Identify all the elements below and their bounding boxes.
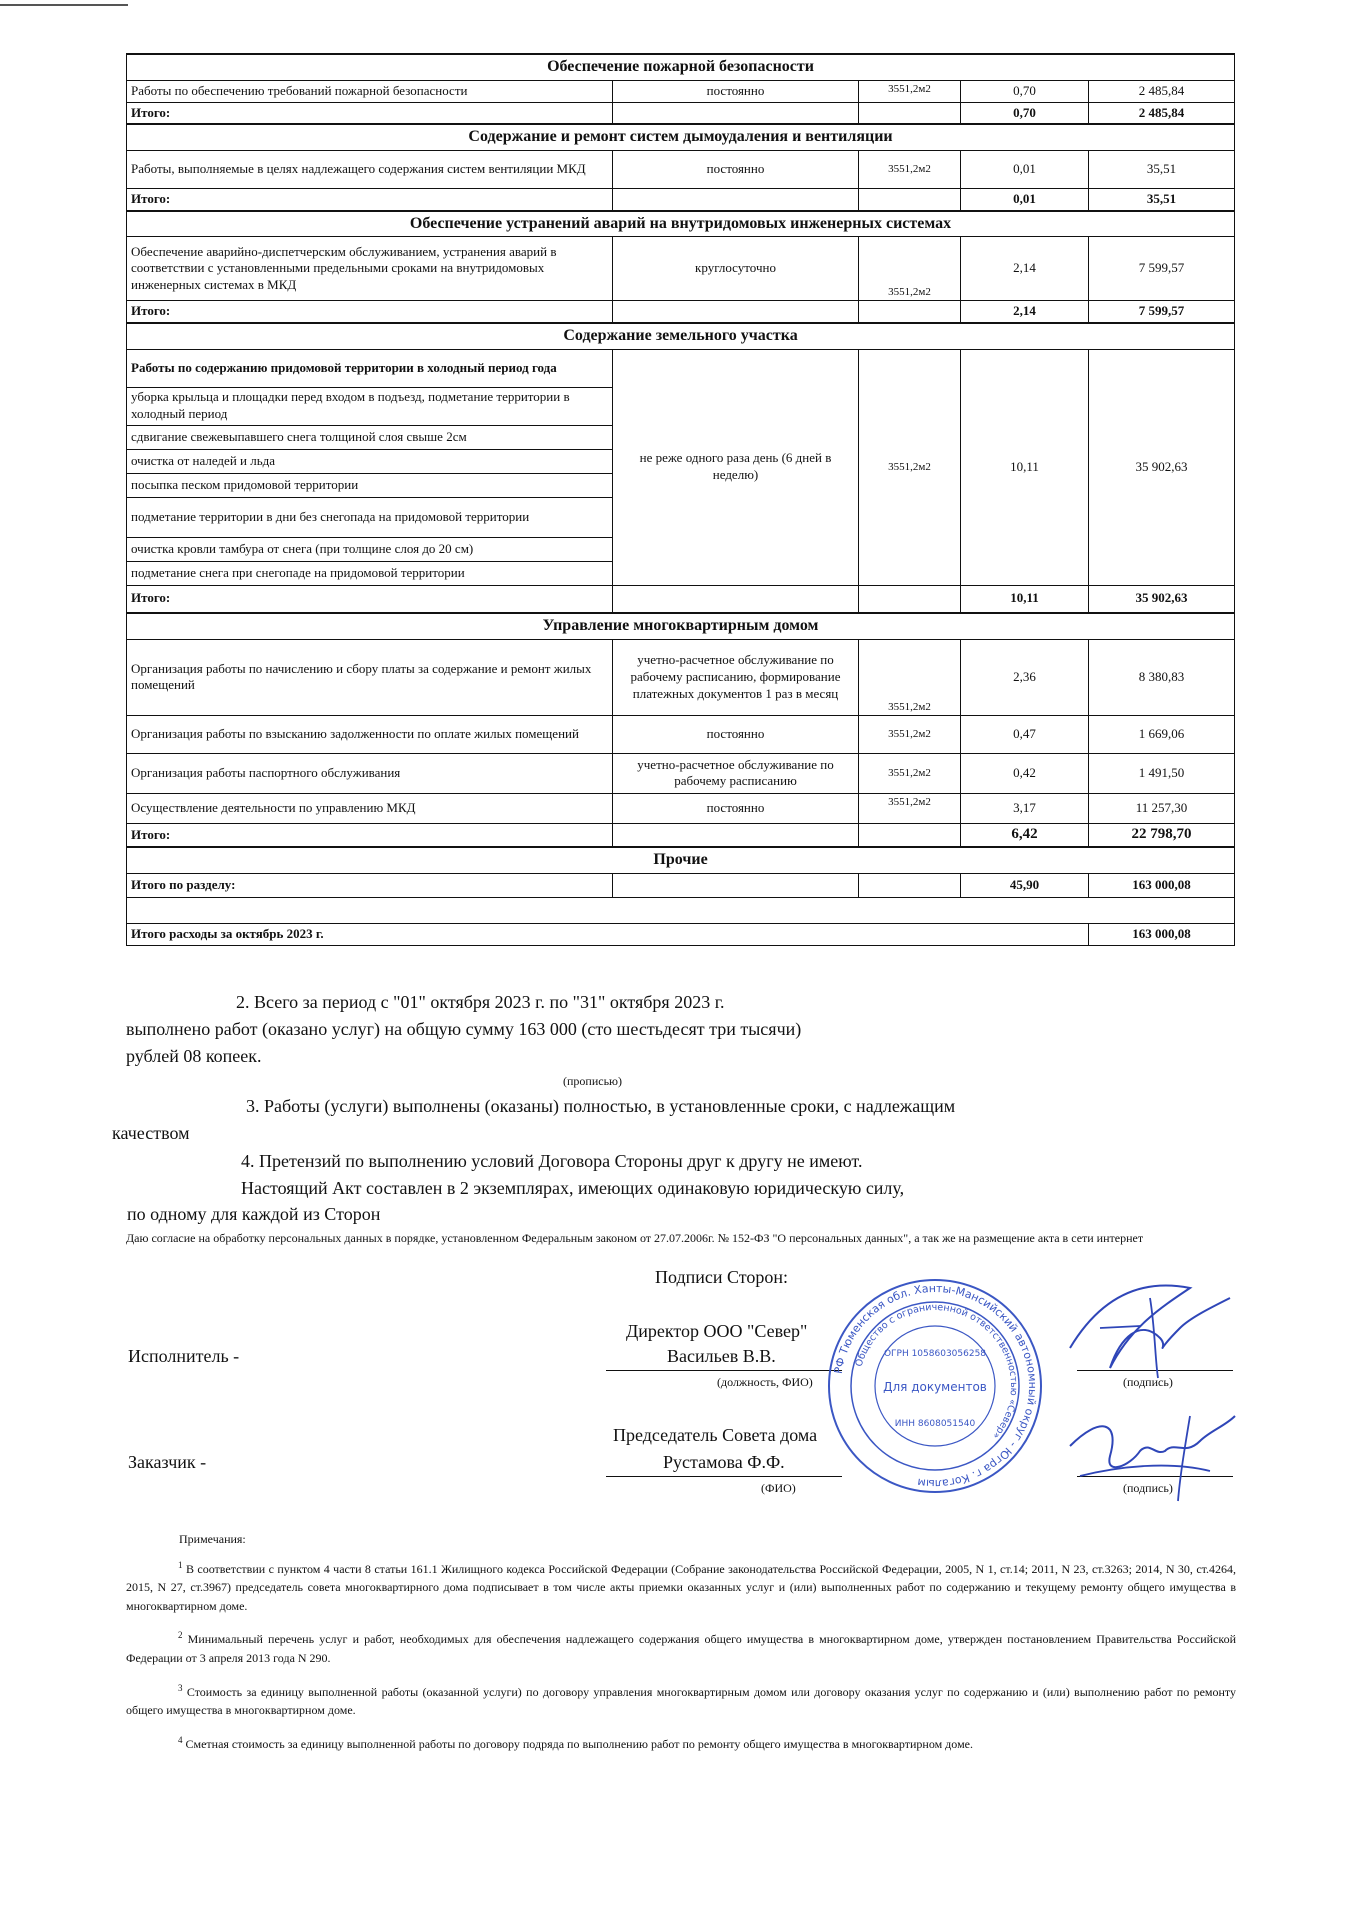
act-table: [126, 53, 1235, 946]
scan-top-line: [0, 4, 128, 6]
work-sum: 2 485,84: [1089, 80, 1235, 102]
land-area: 3551,2м2: [859, 349, 961, 585]
work-period: учетно-расчетное обслуживание по рабочему расписанию: [613, 753, 859, 793]
total-label: Итого:: [127, 102, 613, 124]
stamp-center: Для документов: [883, 1380, 987, 1394]
paragraph-2-line-3: рублей 08 копеек.: [126, 1046, 262, 1066]
work-period: постоянно: [613, 715, 859, 753]
section-heading: Обеспечение пожарной безопасности: [127, 54, 1235, 80]
table-row: [127, 793, 1235, 823]
total-label: Итого:: [127, 823, 613, 847]
work-rate: 0,01: [961, 151, 1089, 189]
notes-title: Примечания:: [179, 1532, 246, 1546]
executor-sign-hint: (подпись): [1123, 1375, 1173, 1389]
stamp-middle-text: Общество с ограниченной ответственностью «Север»: [853, 1301, 1020, 1441]
table-row: [127, 715, 1235, 753]
consent-text: Даю согласие на обработку персональных данных в порядке, установленном Федеральным законом от 27.07.2006г. № 152-ФЗ "О персональных данных", а так же на размещение акта в сети интернет: [126, 1231, 1144, 1245]
customer-position: Председатель Совета дома: [613, 1425, 818, 1445]
grand-total-row: [127, 924, 1235, 946]
land-item: уборка крыльца и площадки перед входом в подъезд, подметание территории в холодный период: [127, 387, 613, 425]
section-total-sum: 163 000,08: [1089, 874, 1235, 898]
total-rate: 2,14: [961, 301, 1089, 323]
work-sum: 7 599,57: [1089, 237, 1235, 301]
work-name: Работы, выполняемые в целях надлежащего содержания систем вентиляции МКД: [127, 151, 613, 189]
in-words-hint: (прописью): [563, 1074, 623, 1088]
work-rate: 2,36: [961, 639, 1089, 715]
executor-label: Исполнитель -: [128, 1346, 240, 1366]
customer-name: Рустамова Ф.Ф.: [663, 1452, 785, 1472]
note-3: $^3$ Стоимость за единицу выполненной работы (оказанной услуги) по договору управления многоквартирным домом или договору оказания услуг по содержанию и (или) выполнению работ по ремонту общего имущества в многоквартирном доме.: [126, 1682, 1237, 1718]
note-2: $^2$ Минимальный перечень услуг и работ, необходимых для обеспечения надлежащего содержания общего имущества в многоквартирном доме, утвержден постановлением Правительства Российской Федерации от 3 апреля 2013 года N 290.: [126, 1630, 1237, 1665]
customer-name-line: [606, 1476, 842, 1477]
work-period: постоянно: [613, 793, 859, 823]
section-heading: Содержание и ремонт систем дымоудаления и вентиляции: [127, 124, 1235, 150]
land-item: очистка кровли тамбура от снега (при толщине слоя до 20 см): [127, 537, 613, 561]
paragraph-2-line-2: выполнено работ (оказано услуг) на общую сумму 163 000 (сто шестьдесят три тысячи): [126, 1019, 802, 1039]
work-area: 3551,2м2: [859, 753, 961, 793]
work-name: Работы по обеспечению требований пожарной безопасности: [127, 80, 613, 102]
work-period: постоянно: [613, 80, 859, 102]
customer-signature: [1060, 1396, 1240, 1506]
work-area: 3551,2м2: [859, 793, 961, 823]
work-name: Организация работы паспортного обслуживания: [127, 753, 613, 793]
customer-label: Заказчик -: [128, 1452, 207, 1472]
stamp-outer-text: РФ Тюменская обл. Ханты-Мансийский автономный округ - Югра г. Когалым: [831, 1281, 1040, 1491]
work-rate: 0,47: [961, 715, 1089, 753]
section-heading-row: [127, 54, 1235, 80]
work-rate: 3,17: [961, 793, 1089, 823]
stamp-inn: ИНН 8608051540: [894, 1419, 976, 1429]
total-label: Итого:: [127, 585, 613, 613]
land-item: подметание снега при снегопаде на придомовой территории: [127, 561, 613, 585]
section-heading: Обеспечение устранений аварий на внутридомовых инженерных системах: [127, 211, 1235, 237]
executor-position: Директор ООО "Север": [626, 1321, 808, 1341]
total-row: [127, 301, 1235, 323]
work-area: 3551,2м2: [859, 715, 961, 753]
work-area: 3551,2м2: [859, 639, 961, 715]
table-row: [127, 349, 1235, 387]
section-heading: Содержание земельного участка: [127, 323, 1235, 349]
table-row: [127, 639, 1235, 715]
work-rate: 0,70: [961, 80, 1089, 102]
work-period: круглосуточно: [613, 237, 859, 301]
land-item: очистка от наледей и льда: [127, 449, 613, 473]
land-item: сдвигание свежевыпавшего снега толщиной слоя свыше 2см: [127, 425, 613, 449]
empty-row: [127, 898, 1235, 924]
section-total-label: Итого по разделу:: [127, 874, 613, 898]
note-4: $^4$ Сметная стоимость за единицу выполненной работы по договору подряда по выполнению работ по ремонту общего имущества в многоквартирном доме.: [178, 1734, 973, 1751]
signatures-heading: Подписи Сторон:: [655, 1267, 789, 1287]
note-1: $^1$ В соответствии с пунктом 4 части 8 статьи 161.1 Жилищного кодекса Российской Федерации (Собрание законодательства Российской Федерации, 2005, N 1, ст.14; 2011, N 23, ст.3263; 2014, N 30, ст.4264, 2015, N 27, ст.3967) председатель совета многоквартирного дома подписывает в том числе акты приемки оказанных услуг и (или) выполненных работ по содержанию и текущему ремонту общего имущества в многоквартирном доме.: [126, 1559, 1237, 1613]
work-name: Обеспечение аварийно-диспетчерским обслуживанием, устранения аварий в соответствии с установленными предельными сроками на внутридомовых инженерных системах в МКД: [127, 237, 613, 301]
section-total-rate: 45,90: [961, 874, 1089, 898]
section-heading: Управление многоквартирным домом: [127, 613, 1235, 639]
paragraph-3-line-2: качеством: [112, 1123, 190, 1143]
total-sum: 7 599,57: [1089, 301, 1235, 323]
work-name: Организация работы по взысканию задолженности по оплате жилых помещений: [127, 715, 613, 753]
work-rate: 0,42: [961, 753, 1089, 793]
work-sum: 35,51: [1089, 151, 1235, 189]
total-sum: 35 902,63: [1089, 585, 1235, 613]
stamp-ogrn: ОГРН 1058603056258: [883, 1349, 987, 1359]
table-row: [127, 237, 1235, 301]
executor-name-line: [606, 1370, 842, 1371]
table-row: [127, 80, 1235, 102]
land-item: подметание территории в дни без снегопада на придомовой территории: [127, 497, 613, 537]
table-row: [127, 151, 1235, 189]
total-rate: 6,42: [961, 823, 1089, 847]
executor-signature: [1040, 1268, 1240, 1388]
total-row: [127, 585, 1235, 613]
section-heading: Прочие: [127, 847, 1235, 873]
total-sum: 22 798,70: [1089, 823, 1235, 847]
work-rate: 2,14: [961, 237, 1089, 301]
total-rate: 0,01: [961, 189, 1089, 211]
section-heading-row: [127, 613, 1235, 639]
work-name: Осуществление деятельности по управлению МКД: [127, 793, 613, 823]
work-sum: 11 257,30: [1089, 793, 1235, 823]
work-name: Организация работы по начислению и сбору платы за содержание и ремонт жилых помещений: [127, 639, 613, 715]
land-item: посыпка песком придомовой территории: [127, 473, 613, 497]
total-sum: 35,51: [1089, 189, 1235, 211]
total-label: Итого:: [127, 189, 613, 211]
work-sum: 1 491,50: [1089, 753, 1235, 793]
total-sum: 2 485,84: [1089, 102, 1235, 124]
paragraph-4: 4. Претензий по выполнению условий Договора Стороны друг к другу не имеют.: [241, 1151, 863, 1171]
land-rate: 10,11: [961, 349, 1089, 585]
section-heading-row: [127, 124, 1235, 150]
work-area: 3551,2м2: [859, 80, 961, 102]
paragraph-5-line-1: Настоящий Акт составлен в 2 экземплярах, имеющих одинаковую юридическую силу,: [241, 1178, 905, 1198]
executor-hint: (должность, ФИО): [717, 1375, 813, 1389]
paragraph-3-line-1: 3. Работы (услуги) выполнены (оказаны) полностью, в установленные сроки, с надлежащим: [246, 1096, 956, 1116]
land-item: Работы по содержанию придомовой территории в холодный период года: [127, 349, 613, 387]
work-period: учетно-расчетное обслуживание по рабочему расписанию, формирование платежных документов 1 раз в месяц: [613, 639, 859, 715]
work-sum: 8 380,83: [1089, 639, 1235, 715]
section-heading-row: [127, 211, 1235, 237]
total-row: [127, 823, 1235, 847]
paragraph-5-line-2: по одному для каждой из Сторон: [127, 1204, 381, 1224]
total-row: [127, 102, 1235, 124]
land-sum: 35 902,63: [1089, 349, 1235, 585]
notes: [126, 1530, 1236, 1753]
work-sum: 1 669,06: [1089, 715, 1235, 753]
section-total-row: [127, 874, 1235, 898]
grand-total-sum: 163 000,08: [1089, 924, 1235, 946]
work-area: 3551,2м2: [859, 237, 961, 301]
work-area: 3551,2м2: [859, 151, 961, 189]
table-row: [127, 753, 1235, 793]
customer-hint: (ФИО): [761, 1481, 796, 1495]
company-stamp: [825, 1276, 1045, 1496]
total-label: Итого:: [127, 301, 613, 323]
total-rate: 10,11: [961, 585, 1089, 613]
paragraph-2-line-1: 2. Всего за период с "01" октября 2023 г. по "31" октября 2023 г.: [236, 992, 725, 1012]
grand-total-label: Итого расходы за октябрь 2023 г.: [127, 924, 1089, 946]
land-period: не реже одного раза день (6 дней в неделю): [613, 349, 859, 585]
total-rate: 0,70: [961, 102, 1089, 124]
total-row: [127, 189, 1235, 211]
section-heading-row: [127, 847, 1235, 873]
work-period: постоянно: [613, 151, 859, 189]
executor-name: Васильев В.В.: [667, 1346, 776, 1366]
customer-sign-hint: (подпись): [1123, 1481, 1173, 1495]
section-heading-row: [127, 323, 1235, 349]
